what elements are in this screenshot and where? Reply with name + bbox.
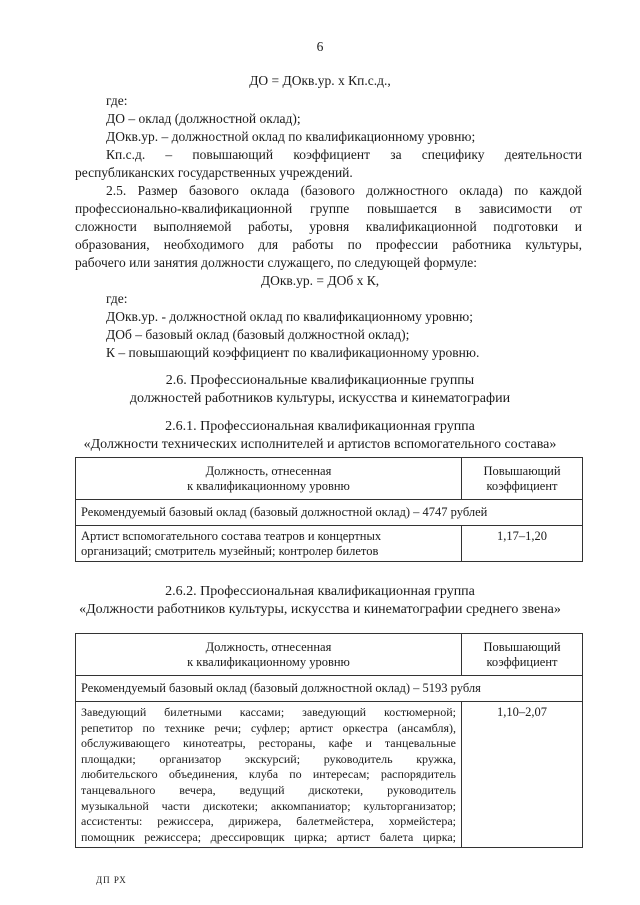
where-label: где: [106, 291, 128, 306]
group-2-table [75, 633, 583, 848]
footer-mark: ДП РХ [96, 875, 127, 885]
base-salary-cell: Рекомендуемый базовый оклад (базовый должностной оклад) – 4747 рублей [76, 500, 583, 526]
header-position-line: Должность, отнесенная [205, 463, 332, 478]
header-coefficient [462, 634, 583, 676]
position-line: танцевального вечера, ведущий дискотеки, руководитель [81, 782, 456, 797]
position-line: Заведующий билетными кассами; заведующий костюмерной; [81, 705, 456, 719]
position-line: обслуживающего кинотеатры, рестораны, кафе и танцевальные [81, 736, 456, 751]
coefficient-cell: 1,10–2,07 [462, 702, 583, 848]
position-line: ассистенты: режиссера, дирижера, балетмейстера, хормейстера; [81, 814, 456, 829]
header-position [76, 634, 462, 676]
header-coefficient-line: коэффициент [486, 478, 558, 493]
section-2-5-line: 2.5. Размер базового оклада (базового должностного оклада) по каждой [106, 183, 582, 198]
header-position-line: Должность, отнесенная [205, 639, 332, 654]
coefficient-cell: 1,17–1,20 [462, 526, 583, 562]
position-line: Артист вспомогательного состава театров и концертных [81, 529, 382, 543]
header-coefficient-line: коэффициент [486, 654, 558, 669]
section-2-5-line: рабочего или занятия должности служащего, по следующей формуле: [75, 255, 477, 270]
group-1-title: 2.6.1. Профессиональная квалификационная группа [165, 419, 475, 434]
base-salary-row [76, 676, 583, 702]
formula-base-salary: ДО = ДОкв.ур. x Кп.с.д., [249, 73, 391, 88]
header-position [76, 458, 462, 500]
definition-dokv: ДОкв.ур. - должностной оклад по квалификационному уровню; [106, 309, 473, 324]
position-line: организаций; смотритель музейный; контролер билетов [81, 544, 379, 558]
group-2-title: 2.6.2. Профессиональная квалификационная группа [165, 584, 475, 599]
definition-do: ДО – оклад (должностной оклад); [106, 111, 301, 126]
header-coefficient [462, 458, 583, 500]
section-2-6-subtitle: должностей работников культуры, искусства и кинематографии [129, 391, 511, 406]
section-2-5-line: сложности выполняемой работы, уровня квалификационной подготовки и [75, 219, 582, 234]
position-cell [76, 702, 462, 848]
definition-dob: ДОб – базовый оклад (базовый должностной оклад); [106, 327, 410, 342]
position-line: любительского объединения, клуба по интересам; распорядитель [81, 767, 456, 782]
group-1-subtitle: «Должности технических исполнителей и артистов вспомогательного состава» [83, 437, 557, 452]
group-2-subtitle: «Должности работников культуры, искусства и кинематографии среднего звена» [79, 602, 561, 617]
definition-kpsd-continued: республиканских государственных учреждений. [75, 165, 353, 180]
table-row [76, 702, 583, 848]
definition-dokv: ДОкв.ур. – должностной оклад по квалификационному уровню; [106, 129, 476, 144]
section-2-5-line: профессионально-квалификационной группе повышается в зависимости от [75, 201, 582, 216]
base-salary-row [76, 500, 583, 526]
table-header-row [76, 634, 583, 676]
section-2-6-title: 2.6. Профессиональные квалификационные группы [165, 373, 475, 388]
where-label: где: [106, 93, 128, 108]
table-row [76, 526, 583, 562]
position-line: площадки; организатор экскурсий; руководитель кружка, [81, 751, 456, 766]
formula-qualification-salary: ДОкв.ур. = ДОб х К, [260, 273, 380, 288]
position-line: репетитор по технике речи; суфлер; артист оркестра (ансамбля), [81, 720, 456, 735]
header-coefficient-line: Повышающий [483, 639, 561, 654]
definition-kpsd: Кп.с.д. – повышающий коэффициент за специфику деятельности [106, 147, 582, 162]
position-line: помощник режиссера; дрессировщик цирка; артист балета цирка; [81, 829, 456, 844]
position-line: музыкальной части дискотеки; аккомпаниатор; культорганизатор; [81, 798, 456, 813]
definition-k: К – повышающий коэффициент по квалификационному уровню. [106, 345, 480, 360]
base-salary-cell: Рекомендуемый базовый оклад (базовый должностной оклад) – 5193 рубля [76, 676, 583, 702]
header-coefficient-line: Повышающий [483, 463, 561, 478]
header-position-line: к квалификационному уровню [187, 478, 350, 493]
section-2-5-line: образования, необходимого для работы по профессии работника культуры, [75, 237, 582, 252]
group-1-table [75, 457, 583, 562]
page-number: 6 [316, 39, 324, 54]
position-cell [76, 526, 462, 562]
table-header-row [76, 458, 583, 500]
header-position-line: к квалификационному уровню [187, 654, 350, 669]
